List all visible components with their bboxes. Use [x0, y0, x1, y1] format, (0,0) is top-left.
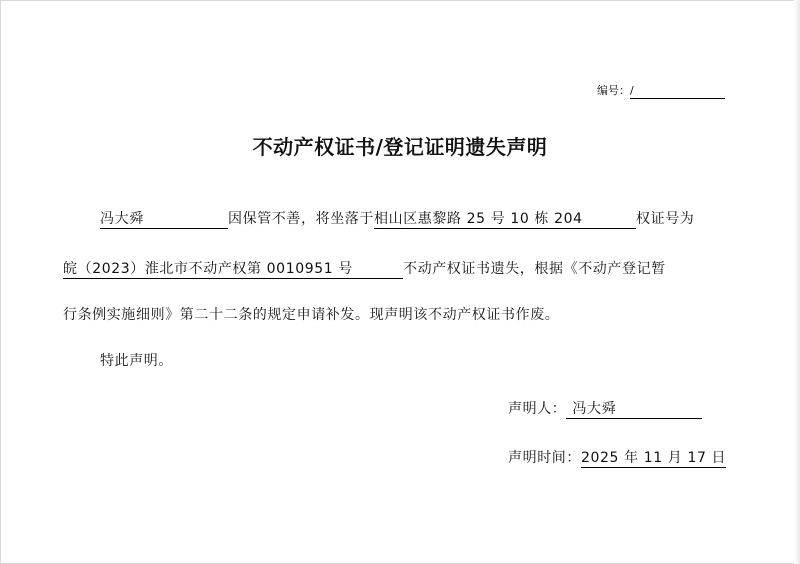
page-shadow — [794, 0, 800, 564]
declarant-signature-name: 冯大舜 — [566, 400, 702, 419]
declarant-label: 声明人： — [508, 401, 567, 417]
declaration-time-label: 声明时间： — [508, 450, 581, 466]
declaration-date-field: 2025 年 11 月 17 日 — [581, 450, 727, 466]
paragraph-line-3: 行条例实施细则》第二十二条的规定申请补发。现声明该不动产权证书作废。 — [63, 307, 560, 323]
declarant-row — [508, 399, 702, 419]
closing-statement: 特此声明。 — [100, 353, 173, 369]
document-title: 不动产权证书/登记证明遗失声明 — [252, 135, 548, 159]
declaration-time-row — [508, 448, 726, 468]
serial-label: 编号： — [597, 84, 630, 97]
paragraph-line-2 — [63, 259, 666, 279]
certificate-number-field: 皖（2023）淮北市不动产权第 0010951 号 — [63, 260, 403, 279]
property-address-field: 相山区惠黎路 25 号 10 栋 204 — [374, 210, 636, 229]
paragraph-line-1 — [100, 209, 694, 229]
declarant-name-field: 冯大舜 — [100, 210, 228, 229]
text-after-address: 权证号为 — [636, 211, 695, 227]
serial-number-row — [597, 82, 725, 99]
text-after-name: 因保管不善，将坐落于 — [228, 211, 374, 227]
text-after-cert: 不动产权证书遗失，根据《不动产登记暂 — [403, 261, 666, 277]
serial-value: / — [630, 84, 725, 99]
